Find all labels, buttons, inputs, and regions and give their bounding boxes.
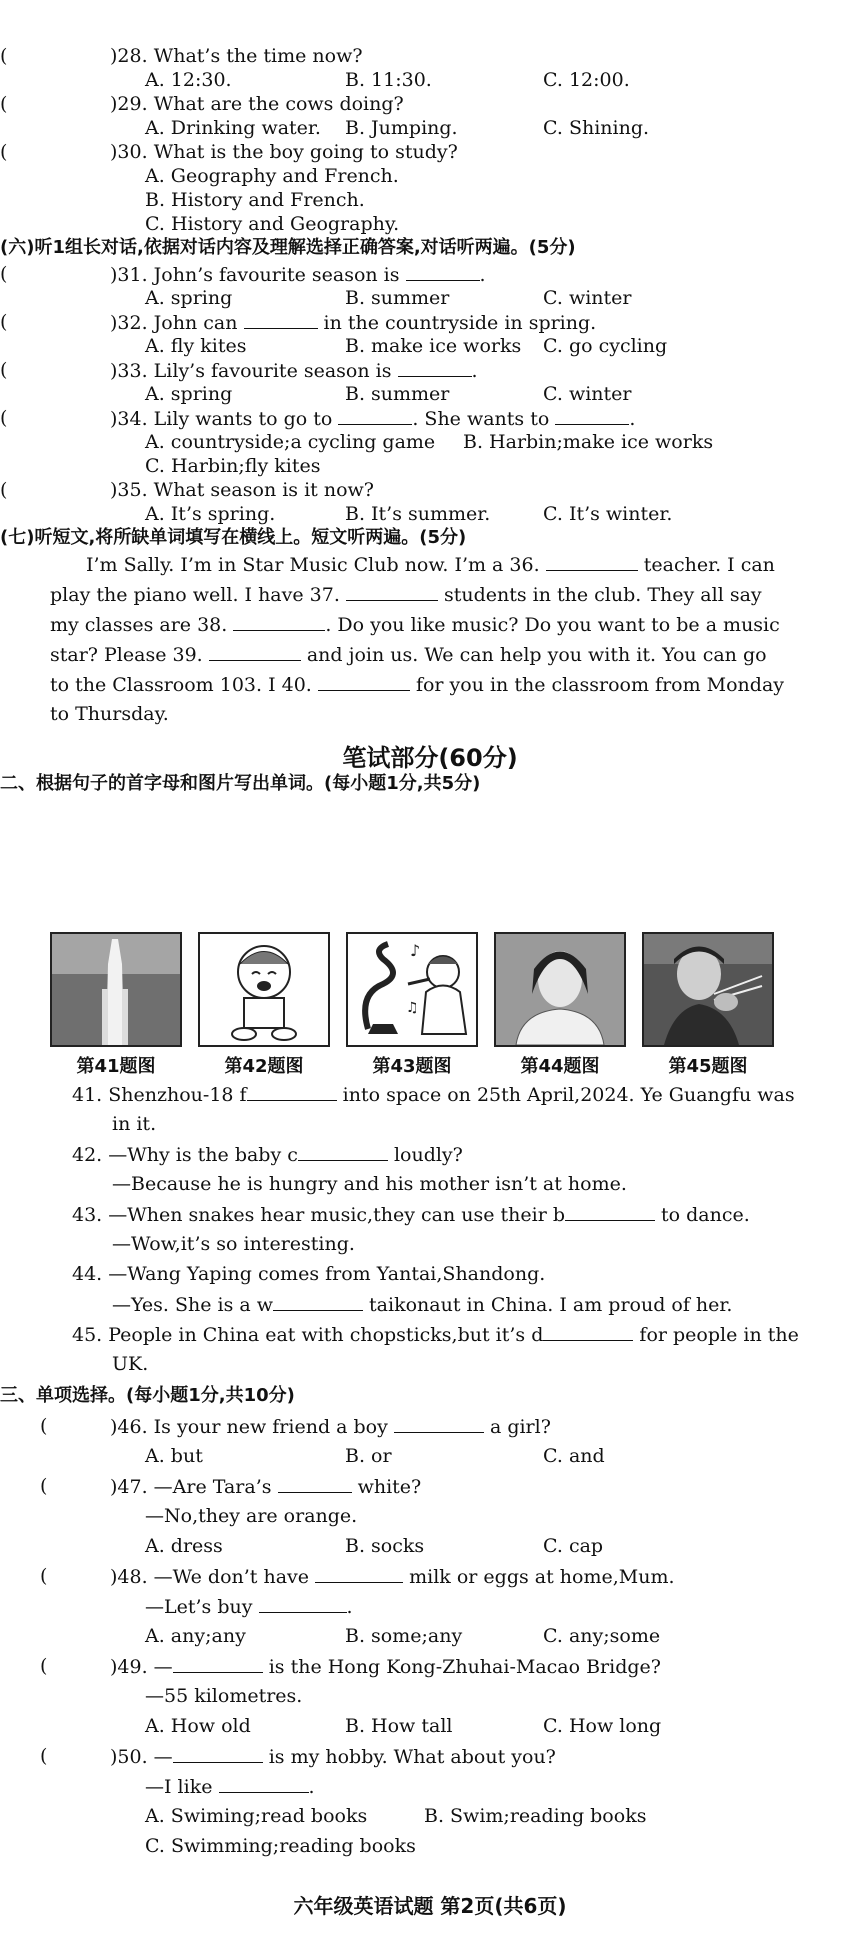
page-footer: 六年级英语试题 第2页(共6页) (293, 1894, 567, 1918)
section-6-header: (六)听1组长对话,依据对话内容及理解选择正确答案,对话听两遍。(5分) (0, 237, 576, 258)
blank[interactable] (398, 358, 472, 377)
option-a[interactable]: A. Swiming;read books (145, 1805, 368, 1827)
option-c[interactable]: C. Harbin;fly kites (145, 455, 321, 477)
dialogue-reply: —55 kilometres. (145, 1685, 303, 1707)
question-text: What’s the time now? (153, 45, 363, 67)
answer-paren[interactable]: ( (0, 311, 8, 333)
option-c[interactable]: C. winter (543, 383, 632, 405)
part-2-header: 二、根据句子的首字母和图片写出单词。(每小题1分,共5分) (0, 773, 481, 794)
option-a[interactable]: A. any;any (145, 1625, 246, 1647)
picture-caption: 第41题图 (76, 1056, 156, 1077)
question-43: 43. —When snakes hear music,they can use their b to dance. (72, 1204, 750, 1226)
blank[interactable] (555, 406, 629, 425)
picture-caption: 第45题图 (668, 1056, 748, 1077)
option-c[interactable]: C. and (543, 1445, 605, 1467)
option-b[interactable]: B. summer (345, 287, 450, 309)
blank[interactable] (394, 1414, 484, 1433)
question-45: 45. People in China eat with chopsticks,but it’s d for people in the (72, 1324, 799, 1346)
option-a[interactable]: A. spring (145, 287, 233, 309)
blank[interactable] (173, 1744, 263, 1763)
option-b[interactable]: B. socks (345, 1535, 425, 1557)
option-c[interactable]: C. cap (543, 1535, 604, 1557)
question-44: 44. —Wang Yaping comes from Yantai,Shandong. (72, 1263, 546, 1285)
option-c[interactable]: C. How long (543, 1715, 662, 1737)
option-b[interactable]: B. 11:30. (345, 69, 432, 91)
option-a[interactable]: A. spring (145, 383, 233, 405)
answer-paren[interactable]: ( (0, 407, 8, 429)
question-43-answer: —Wow,it’s so interesting. (112, 1233, 355, 1255)
option-b[interactable]: B. Harbin;make ice works (463, 431, 714, 453)
option-a[interactable]: A. Geography and French. (145, 165, 399, 187)
question-45-cont: UK. (112, 1353, 149, 1375)
written-part-title: 笔试部分(60分) (342, 744, 518, 772)
answer-paren[interactable]: ( (40, 1475, 48, 1497)
option-c[interactable]: C. It’s winter. (543, 503, 673, 525)
option-a[interactable]: A. How old (145, 1715, 251, 1737)
option-c[interactable]: C. Swimming;reading books (145, 1835, 416, 1857)
taikonaut-picture (494, 932, 626, 1047)
question-41: 41. Shenzhou-18 f into space on 25th April,2024. Ye Guangfu was (72, 1084, 795, 1106)
option-a[interactable]: A. It’s spring. (145, 503, 276, 525)
answer-paren[interactable]: ( (0, 479, 8, 501)
option-a[interactable]: A. dress (145, 1535, 223, 1557)
option-b[interactable]: B. or (345, 1445, 392, 1467)
option-b[interactable]: B. Swim;reading books (424, 1805, 647, 1827)
answer-paren[interactable]: ( (0, 93, 8, 115)
question-42-answer: —Because he is hungry and his mother isn’t at home. (112, 1173, 627, 1195)
option-a[interactable]: A. Drinking water. (145, 117, 321, 139)
option-b[interactable]: B. Jumping. (345, 117, 458, 139)
svg-text:♫: ♫ (406, 1000, 419, 1016)
blank[interactable] (219, 1774, 309, 1793)
svg-text:♪: ♪ (410, 941, 421, 960)
option-a[interactable]: A. but (145, 1445, 203, 1467)
option-c[interactable]: C. go cycling (543, 335, 668, 357)
answer-paren[interactable]: ( (0, 141, 8, 163)
blank-40[interactable] (318, 672, 410, 691)
answer-paren[interactable]: ( (40, 1415, 48, 1437)
question-text: What are the cows doing? (153, 93, 404, 115)
blank-43[interactable] (565, 1202, 655, 1221)
option-a[interactable]: A. countryside;a cycling game (145, 431, 436, 453)
question-44-answer: —Yes. She is a w taikonaut in China. I am proud of her. (112, 1294, 733, 1316)
option-c[interactable]: C. History and Geography. (145, 213, 400, 235)
rocket-picture (50, 932, 182, 1047)
blank[interactable] (259, 1594, 347, 1613)
picture-caption: 第42题图 (224, 1056, 304, 1077)
answer-paren[interactable]: ( (40, 1565, 48, 1587)
blank-44[interactable] (273, 1292, 363, 1311)
answer-paren[interactable]: ( (40, 1655, 48, 1677)
blank-37[interactable] (346, 582, 438, 601)
blank-38[interactable] (233, 612, 325, 631)
picture-caption: 第44题图 (520, 1056, 600, 1077)
option-b[interactable]: B. some;any (345, 1625, 463, 1647)
blank[interactable] (173, 1654, 263, 1673)
option-a[interactable]: A. fly kites (145, 335, 247, 357)
passage-line: I’m Sally. I’m in Star Music Club now. I’m a 36. teacher. I can (86, 554, 775, 576)
blank[interactable] (315, 1564, 403, 1583)
option-a[interactable]: A. 12:30. (145, 69, 232, 91)
crying-baby-picture (198, 932, 330, 1047)
option-b[interactable]: B. It’s summer. (345, 503, 491, 525)
passage-line: play the piano well. I have 37. students in the club. They all say (50, 584, 762, 606)
exam-page: ( )28. What’s the time now? A. 12:30. B. 11:30. C. 12:00. ( )29. What are the cows doing? A. Drinking water. B. Jumping. C. Shining. ( )30. What is the boy going to study? A. Geography and French. B. History and French. C. History and Geography. (六)听1组长对话,依据对话内容及理解选择正确答案,对话听两遍。(5分) ( )31. John’s favourite season is . A. spring B. summer C. winter ( )32. John can in the countryside in spring. A. fly kites B. make ice works C. go cycling ( )33. Lily’s favourite season is . A. spring B. summer C. winter ( )34. Lily wants to go to . She wants to . A. countryside;a cycling game B. Harbin;make ice works C. Harbin;fly kites ( )35. What season is it now? A. It’s spring. B. It’s summer. C. It’s winter. (七)听短文,将所缺单词填写在横线上。短文听两遍。(5分) I’m Sally. I’m in Star Music Club now. I’m a 36. teacher. I can play the piano well. I have 37. students in the club. They all say my classes are 38. . Do you like music? Do you want to be a music star? Please 39. and join us. We can help you with it. You can go to the Classroom 103. I 40. for you in the classroom from Monday to Thursday. 笔试部分(60分) 二、根据句子的首字母和图片写出单词。(每小题1分,共5分) ♪ ♫ 第41题图 第42题图 第43题图 第44题图 第45题图 41. Shenzhou-18 f into space on 25th April,2024. Ye Guangfu was in it. 42. —Why is the baby c loudly? —Because he is hungry and his mother isn’t at home. 43. —When snakes hear music,they can use their b to dance. —Wow,it’s so interesting. 44. —Wang Yaping comes from Yantai,Shandong. —Yes. She is a w taikonaut in China. I am proud of her. 45. People in China eat with chopsticks,but it’s d for people in the UK. 三、单项选择。(每小题1分,共10分) ( )46. Is your new friend a boy a girl? A. but B. or C. and ( )47. —Are Tara’s white? —No,they are orange. A. dress B. socks C. cap ( )48. —We don’t have milk or eggs at home,Mum. —Let’s buy . A. any;any B. some;any C. any;some ( )49. — is the Hong Kong-Zhuhai-Macao Bridge? —55 kilometres. A. How old B. How tall C. How long ( )50. — is my hobby. What about you? —I like . A. Swiming;read books B. Swim;reading books C. Swimming;reading books 六年级英语试题 第2页(共6页) (0, 0, 860, 1943)
blank-42[interactable] (298, 1142, 388, 1161)
answer-paren[interactable]: ( (0, 45, 8, 67)
part-3-header: 三、单项选择。(每小题1分,共10分) (0, 1385, 295, 1406)
snake-charmer-picture (346, 932, 478, 1047)
option-b[interactable]: B. make ice works (345, 335, 522, 357)
passage-line: my classes are 38. . Do you like music? Do you want to be a music (50, 614, 780, 636)
passage-line: to the Classroom 103. I 40. for you in the classroom from Monday (50, 674, 785, 696)
question-42: 42. —Why is the baby c loudly? (72, 1144, 463, 1166)
question-41-cont: in it. (112, 1113, 157, 1135)
option-c[interactable]: C. 12:00. (543, 69, 630, 91)
section-7-header: (七)听短文,将所缺单词填写在横线上。短文听两遍。(5分) (0, 527, 467, 548)
blank[interactable] (278, 1474, 352, 1493)
option-b[interactable]: B. History and French. (145, 189, 365, 211)
option-c[interactable]: C. winter (543, 287, 632, 309)
blank[interactable] (406, 262, 480, 281)
blank-41[interactable] (247, 1082, 337, 1101)
blank[interactable] (244, 310, 318, 329)
blank-36[interactable] (546, 552, 638, 571)
answer-paren[interactable]: ( (0, 359, 8, 381)
option-b[interactable]: B. How tall (345, 1715, 453, 1737)
answer-paren[interactable]: ( (0, 263, 8, 285)
chopsticks-picture (642, 932, 774, 1047)
passage-line: to Thursday. (50, 703, 169, 725)
option-c[interactable]: C. Shining. (543, 117, 650, 139)
picture-caption: 第43题图 (372, 1056, 452, 1077)
answer-paren[interactable]: ( (40, 1745, 48, 1767)
blank[interactable] (338, 406, 412, 425)
option-b[interactable]: B. summer (345, 383, 450, 405)
option-c[interactable]: C. any;some (543, 1625, 661, 1647)
blank-39[interactable] (209, 642, 301, 661)
passage-line: star? Please 39. and join us. We can help you with it. You can go (50, 644, 767, 666)
question-text: What is the boy going to study? (153, 141, 458, 163)
dialogue-reply: —No,they are orange. (145, 1505, 358, 1527)
blank-45[interactable] (543, 1322, 633, 1341)
